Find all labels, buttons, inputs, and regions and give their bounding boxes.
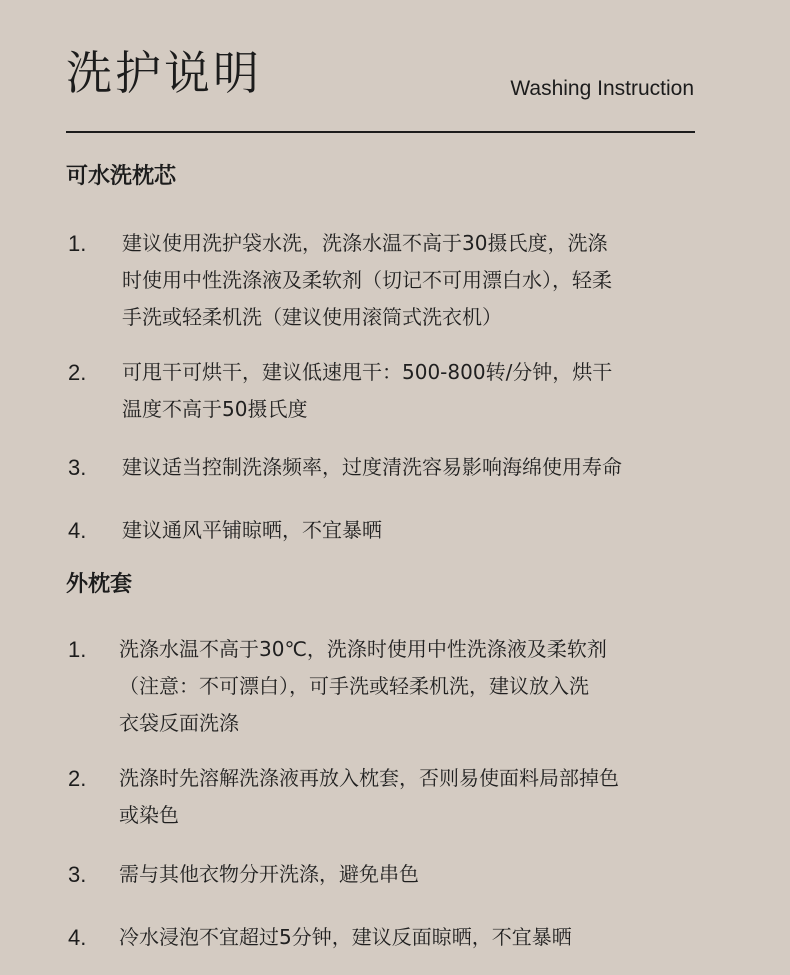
item-line: 可甩干可烘干，建议低速甩干：500-800转/分钟，烘干 [122, 360, 613, 384]
item-text [119, 856, 699, 893]
item-number: 4. [68, 518, 87, 543]
item-line: 冷水浸泡不宜超过5分钟，建议反面晾晒，不宜暴晒 [119, 925, 572, 949]
item-text [122, 354, 700, 428]
item-text [122, 512, 700, 549]
item-number: 1. [68, 231, 87, 256]
item-number: 2. [68, 360, 87, 385]
item-line: 时使用中性洗涤液及柔软剂（切记不可用漂白水），轻柔 [122, 268, 612, 292]
item-line: 建议适当控制洗涤频率，过度清洗容易影响海绵使用寿命 [122, 455, 622, 479]
item-line: 建议通风平铺晾晒，不宜暴晒 [122, 518, 382, 542]
item-text [119, 760, 699, 834]
item-number: 3. [68, 862, 87, 887]
header-divider [66, 131, 695, 133]
item-number: 3. [68, 455, 87, 480]
section-title-pillowcase: 外枕套 [66, 572, 133, 597]
item-line: 需与其他衣物分开洗涤，避免串色 [119, 862, 419, 886]
item-line: 衣袋反面洗涤 [119, 711, 239, 735]
item-line: 洗涤水温不高于30℃，洗涤时使用中性洗涤液及柔软剂 [119, 637, 607, 661]
item-line: 手洗或轻柔机洗（建议使用滚筒式洗衣机） [122, 305, 502, 329]
item-text [119, 919, 699, 956]
page-subtitle: Washing Instruction [510, 77, 694, 100]
item-number: 4. [68, 925, 87, 950]
item-text [122, 449, 700, 486]
item-line: 温度不高于50摄氏度 [122, 397, 308, 421]
item-number: 2. [68, 766, 87, 791]
item-line: 洗涤时先溶解洗涤液再放入枕套，否则易使面料局部掉色 [119, 766, 619, 790]
section-title-pillow-core: 可水洗枕芯 [66, 164, 177, 189]
item-text [119, 631, 699, 742]
page-title: 洗护说明 [66, 46, 262, 100]
item-line: 建议使用洗护袋水洗，洗涤水温不高于30摄氏度，洗涤 [122, 231, 608, 255]
item-line: 或染色 [119, 803, 179, 827]
item-text [122, 225, 700, 336]
item-line: （注意：不可漂白），可手洗或轻柔机洗，建议放入洗 [119, 674, 589, 698]
item-number: 1. [68, 637, 87, 662]
